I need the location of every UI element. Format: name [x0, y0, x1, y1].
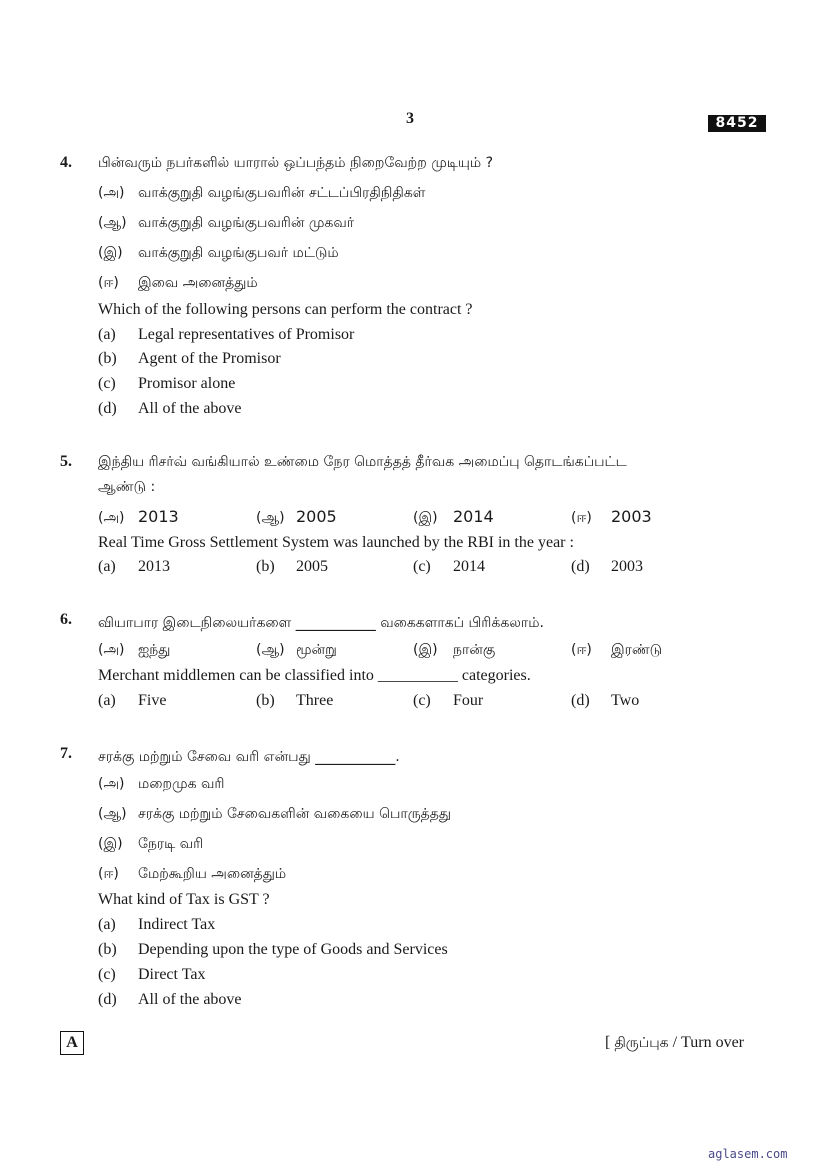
option-label: (ஆ)	[256, 510, 285, 526]
question-5-tamil-line-2: ஆண்டு :	[98, 479, 156, 495]
q6-english-option-b	[256, 692, 333, 710]
option-label: (அ)	[98, 185, 125, 201]
option-text: 2005	[296, 558, 328, 575]
q4-tamil-option-2	[98, 215, 354, 233]
option-label: (c)	[413, 692, 431, 709]
option-label: (b)	[98, 941, 117, 958]
option-text: மூன்று	[296, 642, 337, 658]
q4-tamil-option-4	[98, 275, 258, 293]
question-7-tamil	[98, 746, 400, 767]
option-label: (ஆ)	[256, 642, 285, 658]
turn-over-tamil: திருப்புக	[614, 1035, 669, 1051]
option-label: (ஈ)	[98, 866, 119, 882]
option-label: (a)	[98, 692, 116, 709]
question-text: சரக்கு மற்றும் சேவை வரி என்பது	[98, 749, 316, 765]
q7-tamil-option-1	[98, 776, 224, 794]
option-label: (a)	[98, 916, 116, 933]
option-label: (ஈ)	[571, 510, 592, 526]
option-label: (d)	[98, 400, 117, 417]
option-text: Four	[453, 692, 484, 709]
option-text: Direct Tax	[138, 966, 206, 983]
q5-english-option-a	[98, 558, 170, 576]
option-text: 2014	[453, 507, 494, 526]
option-text: மறைமுக வரி	[138, 776, 225, 792]
option-text: Indirect Tax	[138, 916, 216, 933]
option-text: வாக்குறுதி வழங்குபவர் மட்டும்	[138, 245, 339, 261]
option-label: (அ)	[98, 776, 125, 792]
option-text: 2014	[453, 558, 485, 575]
option-label: (a)	[98, 558, 116, 575]
option-label: (ஈ)	[98, 275, 119, 291]
q5-tamil-option-2	[256, 507, 337, 528]
option-text: சரக்கு மற்றும் சேவைகளின் வகையை பொருத்தது	[138, 806, 452, 822]
q6-tamil-option-3	[413, 642, 495, 660]
q6-english-option-a	[98, 692, 166, 710]
option-text: வாக்குறுதி வழங்குபவரின் முகவர்	[138, 215, 355, 231]
q4-english-option-c	[98, 375, 235, 393]
series-box: A	[60, 1031, 84, 1055]
q7-tamil-option-2	[98, 806, 451, 824]
question-6-tamil	[98, 612, 544, 633]
separator: /	[668, 1034, 682, 1051]
question-7-english: What kind of Tax is GST ?	[98, 891, 270, 908]
option-label: (இ)	[413, 642, 438, 658]
question-4-english: Which of the following persons can perform the contract ?	[98, 301, 473, 318]
question-5-english: Real Time Gross Settlement System was launched by the RBI in the year :	[98, 534, 574, 551]
paper-code-badge: 8452	[708, 115, 766, 132]
q6-english-option-d	[571, 692, 639, 710]
option-label: (b)	[256, 692, 275, 709]
option-text: நேரடி வரி	[138, 836, 204, 852]
option-label: (a)	[98, 326, 116, 343]
fill-blank: __________	[295, 612, 376, 631]
q7-english-option-a	[98, 916, 215, 934]
option-label: (d)	[98, 991, 117, 1008]
option-label: (c)	[98, 966, 116, 983]
question-text: Merchant middlemen can be classified into	[98, 667, 378, 684]
turn-over-note	[605, 1034, 744, 1053]
question-5-tamil-line-1: இந்திய ரிசர்வ் வங்கியால் உண்மை நேர மொத்தத் தீர்வக அமைப்பு தொடங்கப்பட்ட	[98, 454, 627, 470]
question-text: வியாபார இடைநிலையர்களை	[98, 615, 296, 631]
option-text: Promisor alone	[138, 375, 236, 392]
option-text: 2013	[138, 507, 179, 526]
option-label: (அ)	[98, 510, 125, 526]
option-label: (b)	[256, 558, 275, 575]
option-text: All of the above	[138, 991, 242, 1008]
option-label: (c)	[413, 558, 431, 575]
option-text: Agent of the Promisor	[138, 350, 281, 367]
question-text: categories.	[457, 667, 531, 684]
q4-english-option-d	[98, 400, 242, 418]
q5-english-option-c	[413, 558, 485, 576]
option-label: (ஆ)	[98, 215, 127, 231]
option-text: 2005	[296, 507, 337, 526]
q6-tamil-option-1	[98, 642, 170, 660]
q4-tamil-option-1	[98, 185, 425, 203]
q4-english-option-a	[98, 326, 354, 344]
option-text: வாக்குறுதி வழங்குபவரின் சட்டப்பிரதிநிதிகள்	[138, 185, 426, 201]
question-6-english	[98, 667, 531, 685]
q5-tamil-option-4	[571, 507, 652, 528]
option-label: (d)	[571, 692, 590, 709]
fill-blank: __________	[377, 667, 458, 684]
q5-english-option-d	[571, 558, 643, 576]
option-label: (b)	[98, 350, 117, 367]
question-text: வகைகளாகப் பிரிக்கலாம்.	[375, 615, 544, 631]
option-text: மேற்கூறிய அனைத்தும்	[138, 866, 287, 882]
q4-tamil-option-3	[98, 245, 339, 263]
question-5-number: 5.	[60, 453, 72, 470]
option-label: (ஈ)	[571, 642, 592, 658]
fill-blank: __________	[315, 746, 396, 765]
option-label: (இ)	[413, 510, 438, 526]
option-text: இவை அனைத்தும்	[138, 275, 258, 291]
option-label: (இ)	[98, 836, 123, 852]
option-text: Five	[138, 692, 167, 709]
option-text: 2003	[611, 558, 643, 575]
q7-tamil-option-4	[98, 866, 286, 884]
option-text: Depending upon the type of Goods and Services	[138, 941, 448, 958]
option-label: (ஆ)	[98, 806, 127, 822]
option-label: (அ)	[98, 642, 125, 658]
option-text: Legal representatives of Promisor	[138, 326, 355, 343]
q7-english-option-d	[98, 991, 242, 1009]
watermark: aglasem.com	[708, 1147, 788, 1161]
q7-english-option-b	[98, 941, 448, 959]
question-7-number: 7.	[60, 745, 72, 762]
option-text: இரண்டு	[611, 642, 663, 658]
question-4-number: 4.	[60, 154, 72, 171]
q5-english-option-b	[256, 558, 328, 576]
question-text: .	[395, 749, 400, 765]
q6-english-option-c	[413, 692, 483, 710]
q5-tamil-option-3	[413, 507, 494, 528]
option-text: 2013	[138, 558, 170, 575]
question-4-tamil: பின்வரும் நபர்களில் யாரால் ஒப்பந்தம் நிறைவேற்ற முடியும் ?	[98, 155, 494, 171]
turn-over-english: Turn over	[681, 1034, 744, 1051]
option-text: 2003	[611, 507, 652, 526]
option-label: (c)	[98, 375, 116, 392]
page-number: 3	[406, 110, 414, 127]
q5-tamil-option-1	[98, 507, 179, 528]
option-text: நான்கு	[453, 642, 496, 658]
q7-tamil-option-3	[98, 836, 203, 854]
q6-tamil-option-4	[571, 642, 662, 660]
option-text: ஐந்து	[138, 642, 171, 658]
option-text: Three	[296, 692, 334, 709]
q4-english-option-b	[98, 350, 281, 368]
q7-english-option-c	[98, 966, 205, 984]
option-text: Two	[611, 692, 640, 709]
question-6-number: 6.	[60, 611, 72, 628]
option-text: All of the above	[138, 400, 242, 417]
bracket: [	[605, 1034, 615, 1051]
q6-tamil-option-2	[256, 642, 337, 660]
option-label: (d)	[571, 558, 590, 575]
option-label: (இ)	[98, 245, 123, 261]
